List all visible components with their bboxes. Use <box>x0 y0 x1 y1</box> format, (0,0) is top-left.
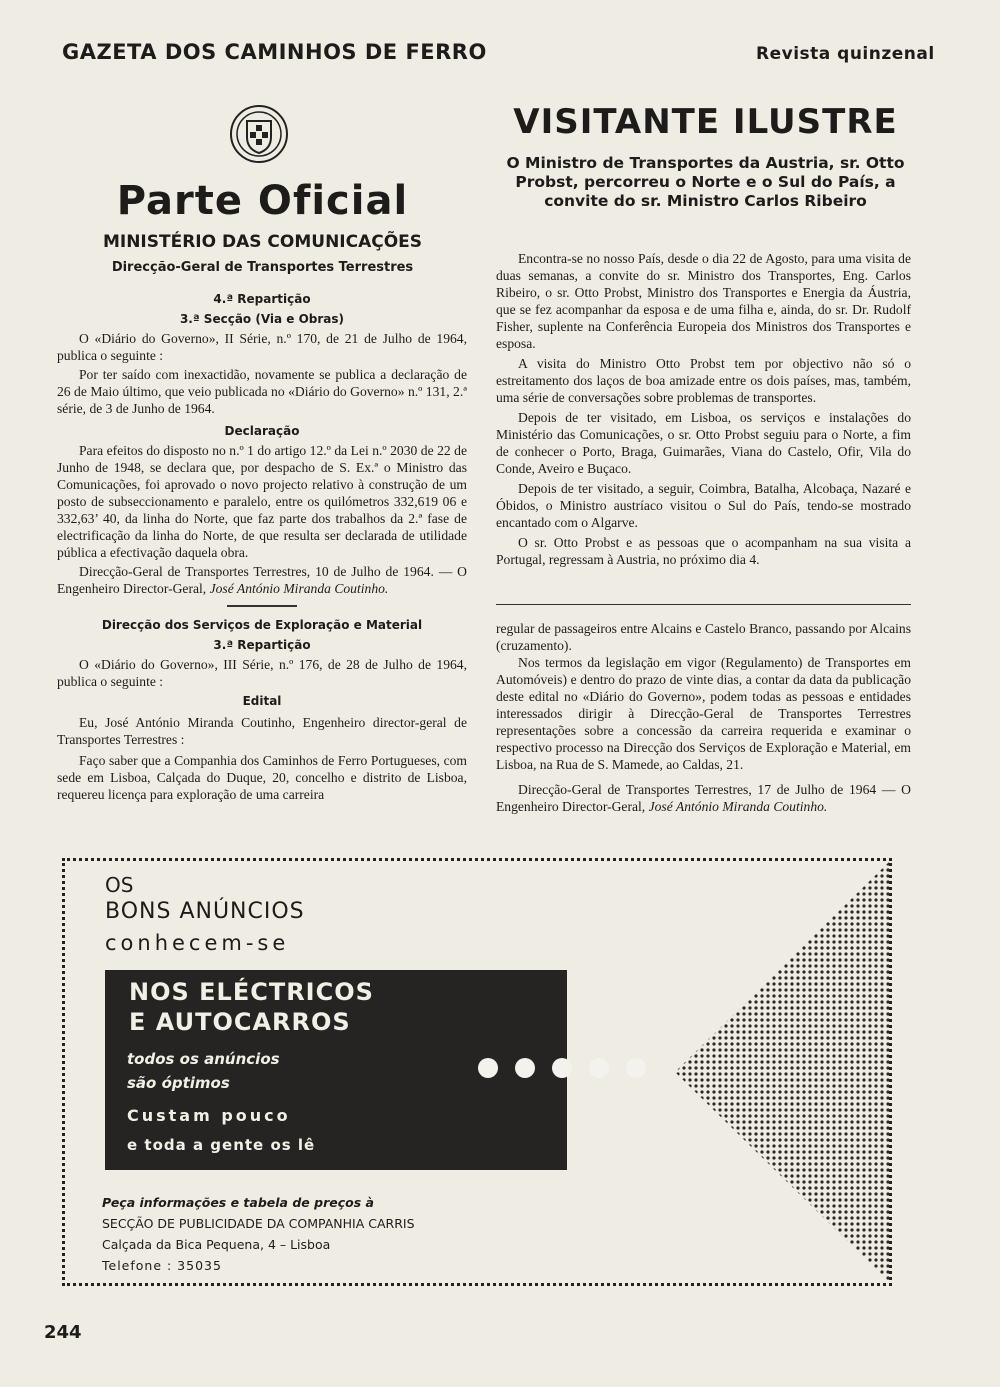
ad-tagline-1: todos os anúncios <box>127 1050 280 1068</box>
ad-line-conhecem-se: conhecem-se <box>105 931 290 955</box>
paragraph: Encontra-se no nosso País, desde o dia 22 de Agosto, para uma visita de duas semanas, a convite do sr. Ministro dos Transportes, Eng. Carlos Ribeiro, o sr. Otto Probst, Ministro dos Transportes e Energia da Áustria, que se fez acompanhar da esposa e de uma filha e, ainda, do sr. Dr. Rudolf Fisher, suplente na Conferência Europeia dos Ministros dos Transportes e esposa. <box>496 251 911 351</box>
paragraph: A visita do Ministro Otto Probst tem por objectivo não só o estreitamento dos laços de boa amizade entre os dois países, mas, também, uma série de conversações sobre problemas de transportes. <box>496 356 911 405</box>
signature-paragraph: Direcção-Geral de Transportes Terrestres, 17 de Julho de 1964 — O Engenheiro Director-Geral, José António Miranda Coutinho. <box>496 782 911 814</box>
ad-line-bons-anuncios: BONS ANÚNCIOS <box>105 899 305 924</box>
dot-icon <box>589 1058 609 1078</box>
paragraph: O sr. Otto Probst e as pessoas que o acompanham na sua visita a Portugal, regressam à Austria, no próximo dia 4. <box>496 535 911 567</box>
ad-tagline-2: são óptimos <box>127 1074 230 1092</box>
page-number: 244 <box>44 1322 82 1343</box>
journal-title: GAZETA DOS CAMINHOS DE FERRO <box>62 40 487 64</box>
directorate-heading: Direcção-Geral de Transportes Terrestres <box>111 260 414 275</box>
right-column-article <box>496 250 911 568</box>
paragraph: O «Diário do Governo», III Série, n.º 176, de 28 de Julho de 1964, publica o seguinte : <box>57 657 467 689</box>
repartition-heading: 4.ª Repartição <box>213 292 311 306</box>
directorate-services-heading: Direcção dos Serviços de Exploração e Material <box>101 618 423 632</box>
repartition-heading: 3.ª Repartição <box>213 638 311 652</box>
divider <box>227 605 297 607</box>
section-title-parte-oficial: Parte Oficial <box>116 178 409 224</box>
paragraph: O «Diário do Governo», II Série, n.º 170, de 21 de Julho de 1964, publica o seguinte : <box>57 331 467 363</box>
ad-footer-line: Telefone : 35035 <box>102 1258 222 1273</box>
paragraph: Depois de ter visitado, em Lisboa, os serviços e instalações do Ministério das Comunicações, o sr. Otto Probst seguiu para o Norte, a fim de conhecer o Porto, Braga, Guimarães, Viana do Castelo, Ofir, Vila do Conde, Aveiro e Buçaco. <box>496 410 911 476</box>
paragraph: Para efeitos do disposto no n.º 1 do artigo 12.º da Lei n.º 2030 de 22 de Junho de 1948, se declara que, por despacho de S. Ex.ª o Ministro das Comunicações, foi aprovado o novo projecto relativo à construção de um posto de subseccionamento e paralelo, entre os quilómetros 332,619 06 e 332,63’ 40, da linha do Norte, que faz parte dos trabalhos da 2.ª fase de electrificação da linha do Norte, de que resulta ser declarada de utilidade pública a efectivação daquela obra. <box>57 443 467 560</box>
section-heading: 3.ª Secção (Via e Obras) <box>179 312 345 326</box>
ministry-heading: MINISTÉRIO DAS COMUNICAÇÕES <box>102 232 423 252</box>
ad-tagline-4: e toda a gente os lê <box>127 1136 316 1154</box>
coat-of-arms-icon <box>228 103 290 165</box>
edital-heading: Edital <box>242 694 282 708</box>
paragraph: Por ter saído com inexactidão, novamente se publica a declaração de 26 de Maio último, que veio publicada no «Diário do Governo» n.º 131, 2.ª série, de 3 de Junho de 1964. <box>57 367 467 416</box>
ad-footer-line: SECÇÃO DE PUBLICIDADE DA COMPANHIA CARRIS <box>102 1216 415 1231</box>
halftone-triangle <box>675 861 890 1283</box>
signature-paragraph: Direcção-Geral de Transportes Terrestres, 10 de Julho de 1964. — O Engenheiro Director-Geral, José António Miranda Coutinho. <box>57 564 467 596</box>
journal-subtitle: Revista quinzenal <box>756 44 935 64</box>
dot-icon <box>478 1058 498 1078</box>
article-title: VISITANTE ILUSTRE <box>513 102 898 142</box>
ad-footer <box>102 1192 415 1276</box>
ad-tagline-3: Custam pouco <box>127 1106 291 1125</box>
paragraph: Faço saber que a Companhia dos Caminhos de Ferro Portugueses, com sede em Lisboa, Calçada do Duque, 20, concelho e distrito de Lisboa, requereu licença para exploração de uma carreira <box>57 753 467 802</box>
dot-icon <box>552 1058 572 1078</box>
paragraph: Eu, José António Miranda Coutinho, Engenheiro director-geral de Transportes Terrestres : <box>57 715 467 747</box>
right-column-continuation <box>496 620 911 815</box>
ad-headline-1: NOS ELÉCTRICOS <box>129 978 374 1006</box>
left-column <box>57 288 467 803</box>
paragraph: regular de passageiros entre Alcains e Castelo Branco, passando por Alcains (cruzamento). <box>496 621 911 653</box>
ad-dots <box>478 1058 663 1083</box>
declaration-heading: Declaração <box>224 424 300 438</box>
dot-icon <box>515 1058 535 1078</box>
paragraph: Depois de ter visitado, a seguir, Coimbra, Batalha, Alcobaça, Nazaré e Óbidos, o Ministro austríaco visitou o Sul do País, tendo-se mostrado encantado com o Algarve. <box>496 481 911 530</box>
paragraph: Nos termos da legislação em vigor (Regulamento) de Transportes em Automóveis) e dentro do prazo de vinte dias, a contar da data da publicação deste edital no «Diário do Governo», podem todas as pessoas e entidades interessados dirigir à Direcção-Geral de Transportes Terrestres representações sobre a concessão da carreira requerida e examinar o respectivo processo na Direcção dos Serviços de Exploração e Material, em Lisboa, na Rua de S. Mamede, ao Caldas, 21. <box>496 655 911 772</box>
ad-line-os: OS <box>105 873 134 897</box>
article-subtitle: O Ministro de Transportes da Austria, sr. Otto Probst, percorreu o Norte e o Sul do País, a convite do sr. Ministro Carlos Ribeiro <box>506 154 905 210</box>
ad-footer-line: Calçada da Bica Pequena, 4 – Lisboa <box>102 1237 331 1252</box>
ad-footer-line: Peça informações e tabela de preços à <box>102 1195 374 1210</box>
dot-icon <box>626 1058 646 1078</box>
ad-headline-2: E AUTOCARROS <box>129 1008 351 1036</box>
divider <box>496 604 911 605</box>
